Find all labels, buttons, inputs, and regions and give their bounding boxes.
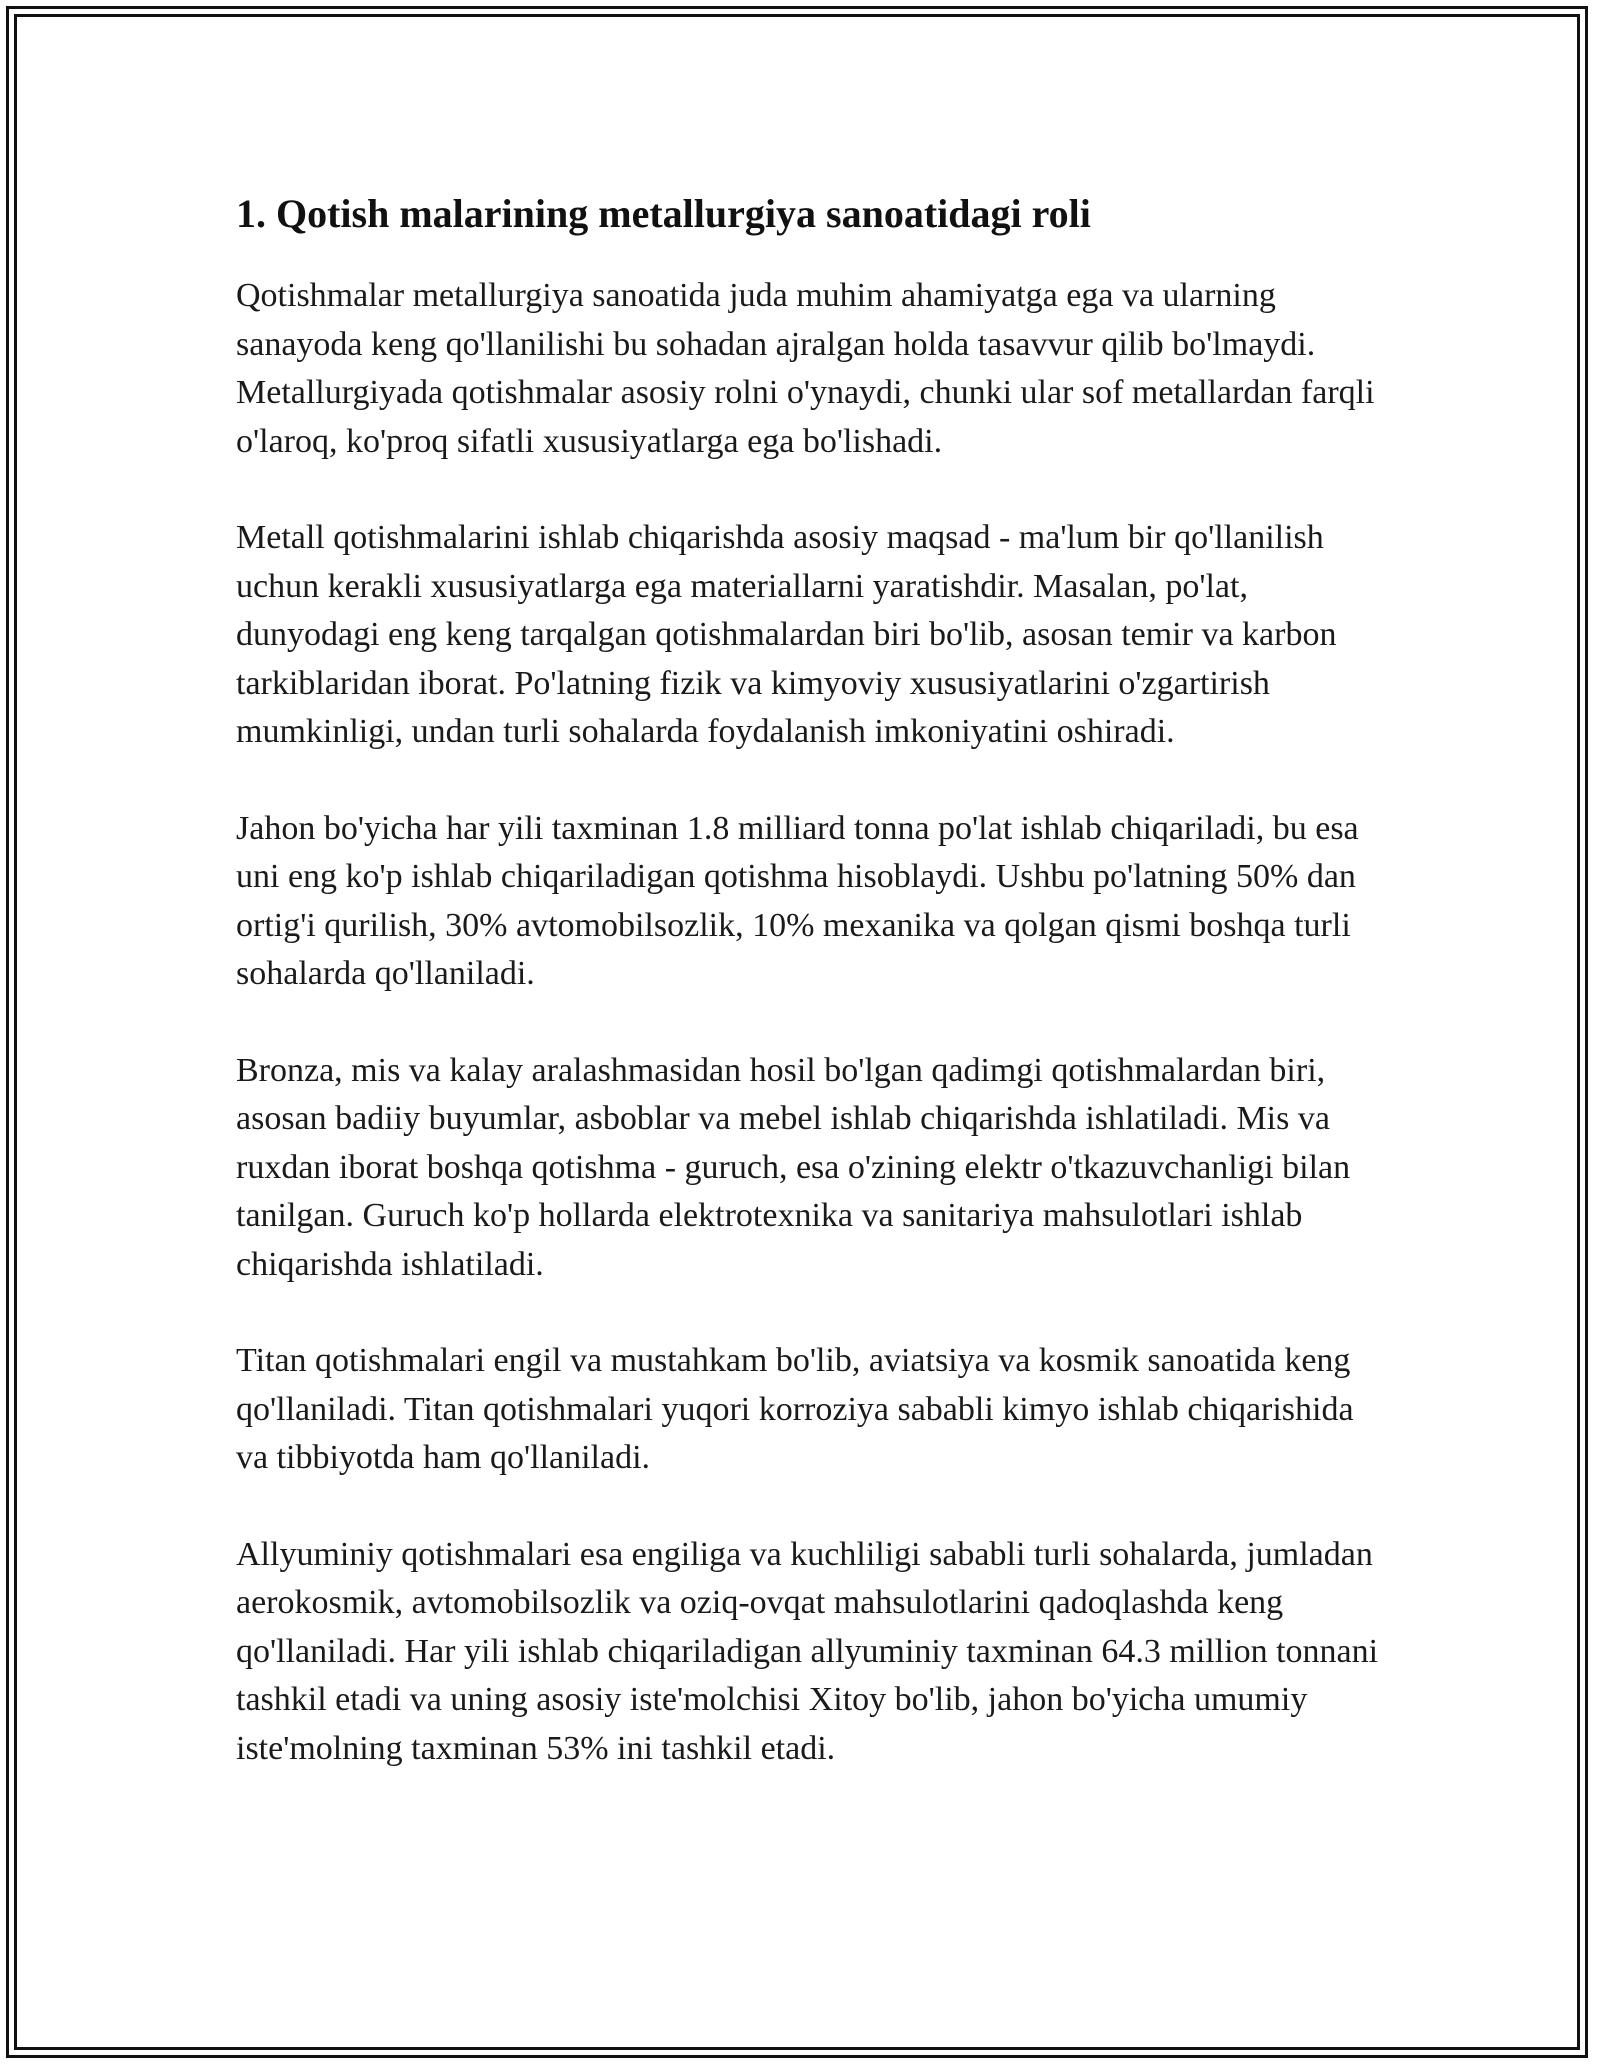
paragraph-2: Metall qotishmalarini ishlab chiqarishda asosiy maqsad - ma'lum bir qo'llanilish uchun kerakli xususiyatlarga ega materiallarni yaratishdir. Masalan, po'lat, dunyodagi eng keng tarqalgan qotishmalardan biri bo'lib, asosan temir va karbon tarkiblaridan iborat. Po'latning fizik va kimyoviy xususiyatlarini o'zgartirish mumkinligi, undan turli sohalarda foydalanish imkoniyatini oshiradi. [236,519,1337,750]
paragraph-4: Bronza, mis va kalay aralashmasidan hosil bo'lgan qadimgi qotishmalardan biri, asosan badiiy buyumlar, asboblar va mebel ishlab chiqarishda ishlatiladi. Mis va ruxdan iborat boshqa qotishma - guruch, esa o'zining elektr o'tkazuvchanligi bilan tanilgan. Guruch ko'p hollarda elektrotexnika va sanitariya mahsulotlari ishlab chiqarishda ishlatiladi. [236,1051,1351,1283]
paragraph-3: Jahon bo'yicha har yili taxminan 1.8 milliard tonna po'lat ishlab chiqariladi, bu esa uni eng ko'p ishlab chiqariladigan qotishma hisoblaydi. Ushbu po'latning 50% dan ortig'i qurilish, 30% avtomobilsozlik, 10% mexanika va qolgan qismi boshqa turli sohalarda qo'llaniladi. [236,809,1359,992]
paragraph-5: Titan qotishmalari engil va mustahkam bo'lib, aviatsiya va kosmik sanoatida keng qo'llaniladi. Titan qotishmalari yuqori korroziya sababli kimyo ishlab chiqarishida va tibbiyotda ham qo'llaniladi. [236,1342,1354,1476]
document-body [236,184,1386,1821]
section-heading: 1. Qotish malarining metallurgiya sanoatidagi roli [236,191,1091,236]
paragraph-1: Qotishmalar metallurgiya sanoatida juda muhim ahamiyatga ega va ularning sanayoda keng qo'llanilishi bu sohadan ajralgan holda tasavvur qilib bo'lmaydi. Metallurgiyada qotishmalar asosiy rolni o'ynaydi, chunki ular sof metallardan farqli o'laroq, ko'proq sifatli xususiyatlarga ega bo'lishadi. [236,277,1375,460]
paragraph-6: Allyuminiy qotishmalari esa engiliga va kuchliligi sababli turli sohalarda, jumladan aerokosmik, avtomobilsozlik va oziq-ovqat mahsulotlarini qadoqlashda keng qo'llaniladi. Har yili ishlab chiqariladigan allyuminiy taxminan 64.3 million tonnani tashkil etadi va uning asosiy iste'molchisi Xitoy bo'lib, jahon bo'yicha umumiy iste'molning taxminan 53% ini tashkil etadi. [236,1535,1379,1767]
